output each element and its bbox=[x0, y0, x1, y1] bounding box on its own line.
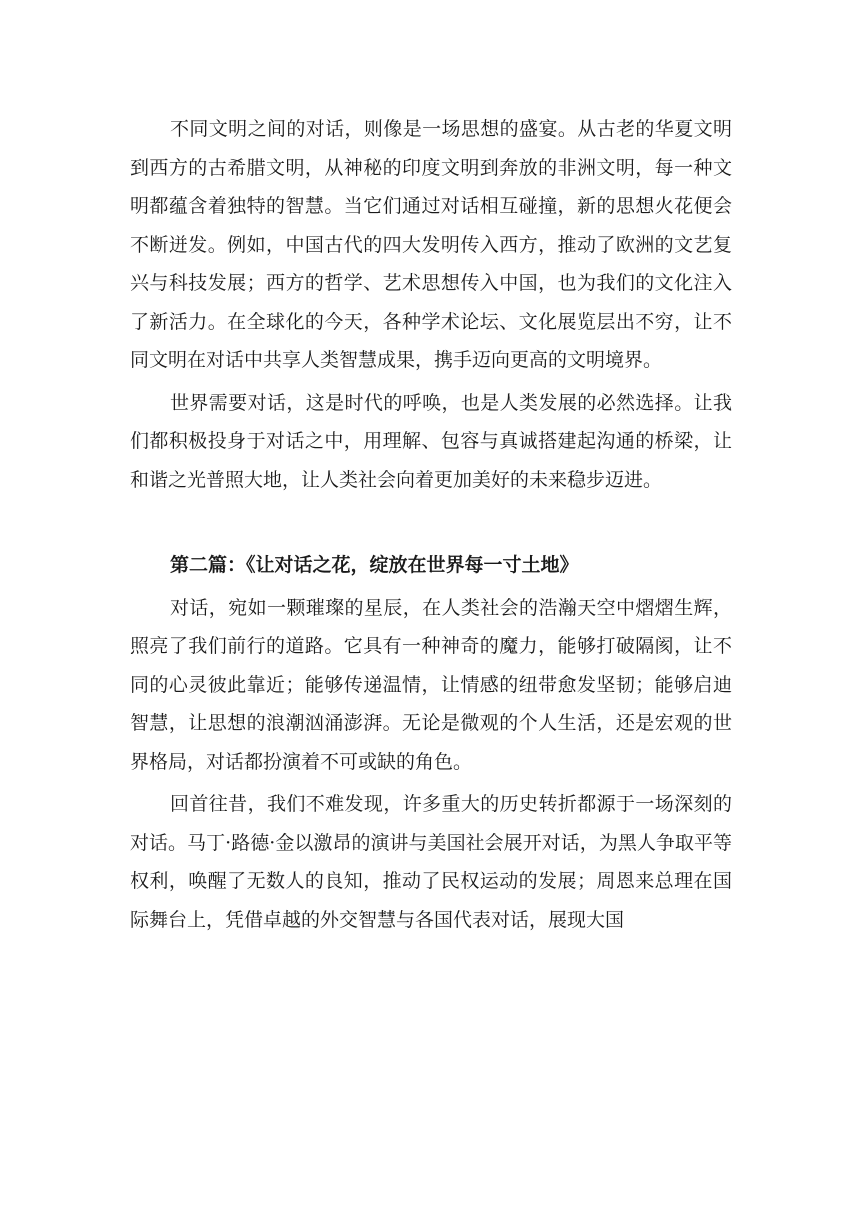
paragraph-dialogue-star: 对话，宛如一颗璀璨的星辰，在人类社会的浩瀚天空中熠熠生辉，照亮了我们前行的道路。它具有一种神奇的魔力，能够打破隔阂，让不同的心灵彼此靠近；能够传递温情，让情感的纽带愈发坚韧；能够启迪智慧，让思想的浪潮汹涌澎湃。无论是微观的个人生活，还是宏观的世界格局，对话都扮演着不可或缺的角色。 bbox=[130, 596, 732, 773]
document-page bbox=[130, 110, 732, 939]
paragraph-civilizations-dialogue: 不同文明之间的对话，则像是一场思想的盛宴。从古老的华夏文明到西方的古希腊文明，从神秘的印度文明到奔放的非洲文明，每一种文明都蕴含着独特的智慧。当它们通过对话相互碰撞，新的思想火花便会不断迸发。例如，中国古代的四大发明传入西方，推动了欧洲的文艺复兴与科技发展；西方的哲学、艺术思想传入中国，也为我们的文化注入了新活力。在全球化的今天，各种学术论坛、文化展览层出不穷，让不同文明在对话中共享人类智慧成果，携手迈向更高的文明境界。 bbox=[130, 118, 732, 371]
paragraph-history-review: 回首往昔，我们不难发现，许多重大的历史转折都源于一场深刻的对话。马丁·路德·金以激昂的演讲与美国社会展开对话，为黑人争取平等权利，唤醒了无数人的良知，推动了民权运动的发展；周恩来总理在国际舞台上，凭借卓越的外交智慧与各国代表对话，展现大国 bbox=[130, 793, 732, 931]
section-spacer bbox=[130, 499, 732, 546]
paragraph-world-needs-dialogue: 世界需要对话，这是时代的呼唤，也是人类发展的必然选择。让我们都积极投身于对话之中，用理解、包容与真诚搭建起沟通的桥梁，让和谐之光普照大地，让人类社会向着更加美好的未来稳步迈进。 bbox=[130, 391, 732, 491]
section-title: 第二篇：《让对话之花，绽放在世界每一寸土地》 bbox=[170, 554, 579, 576]
